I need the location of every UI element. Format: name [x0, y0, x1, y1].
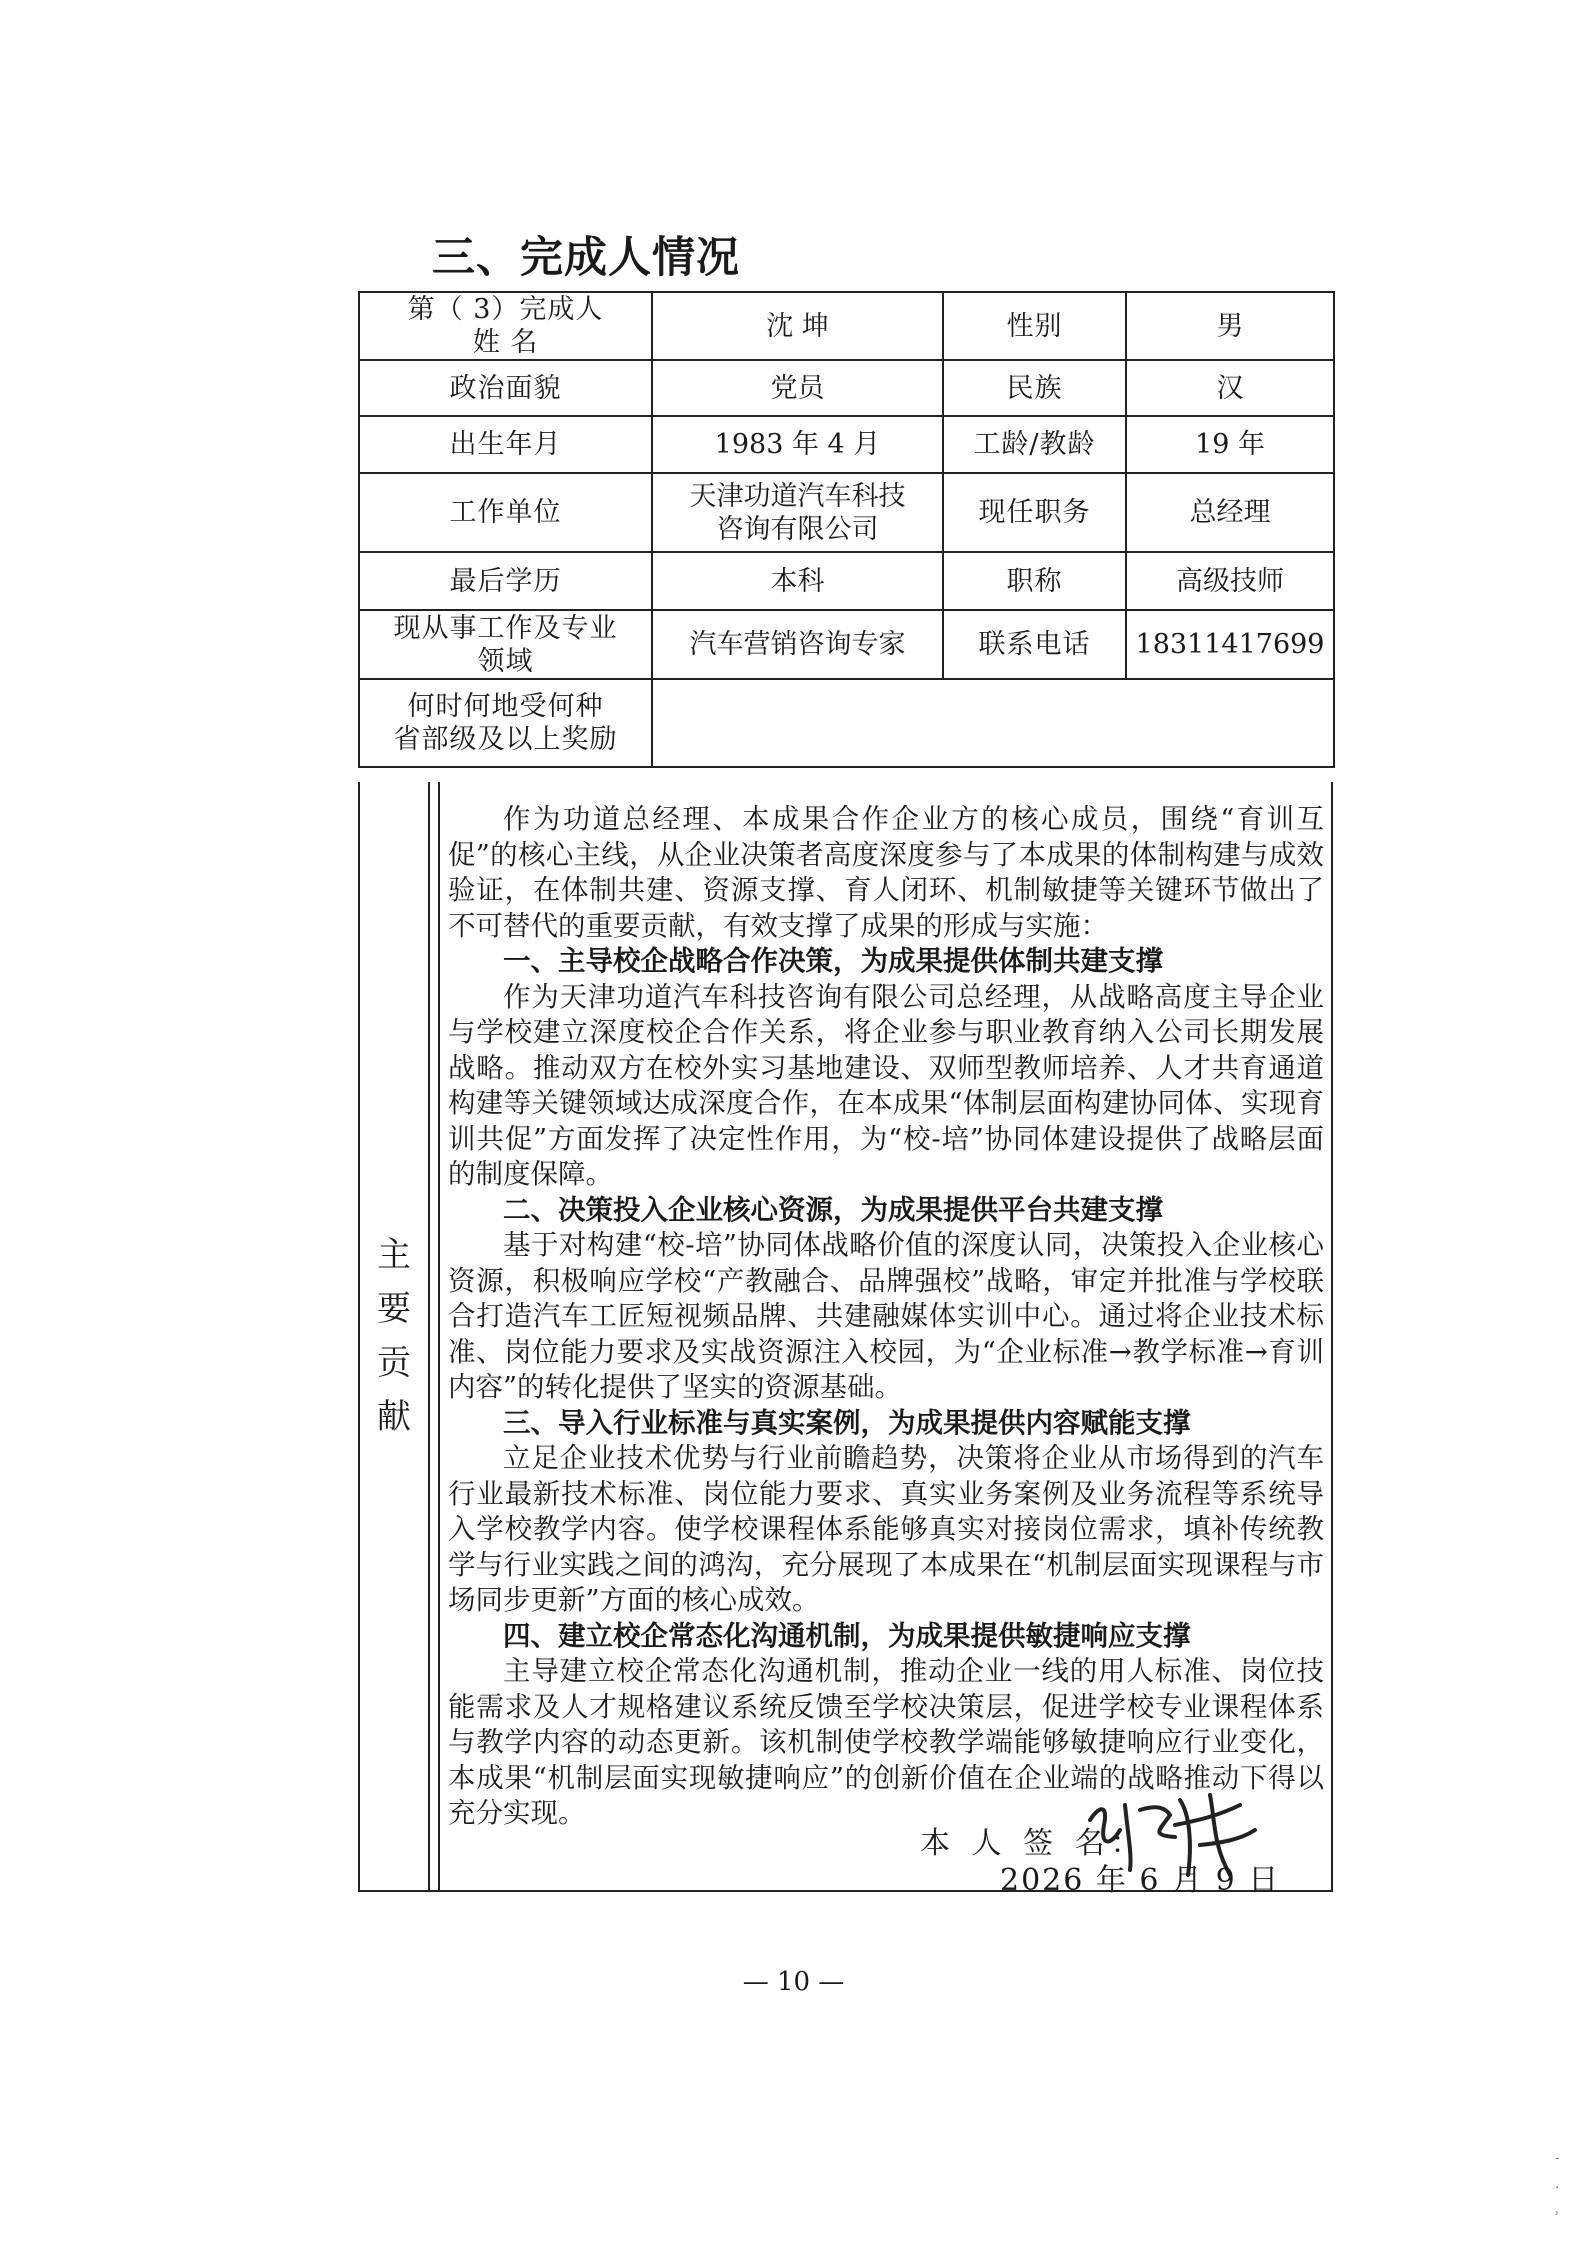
- contribution-paragraph: 立足企业技术优势与行业前瞻趋势，决策将企业从市场得到的汽车行业最新技术标准、岗位能力要求、真实业务案例及业务流程等系统导入学校教学内容。使学校课程体系能够真实对接岗位需求，填补传统教学与行业实践之间的鸿沟，充分展现了本成果在“机制层面实现课程与市场同步更新”方面的核心成效。: [448, 1442, 1324, 1616]
- contribution-section: [358, 782, 1333, 1892]
- field-value: 男: [1126, 292, 1334, 360]
- field-label: 职称: [943, 552, 1126, 610]
- field-label: 民族: [943, 360, 1126, 416]
- edge-mark: ·: [1555, 2180, 1560, 2196]
- field-value: 19 年: [1126, 416, 1334, 473]
- field-value: 党员: [652, 360, 943, 416]
- contribution-paragraph: 作为天津功道汽车科技咨询有限公司总经理，从战略高度主导企业与学校建立深度校企合作关系，将企业参与职业教育纳入公司长期发展战略。推动双方在校外实习基地建设、双师型教师培养、人才共育通道构建等关键领域达成深度合作，在本成果“体制层面构建协同体、实现育训共促”方面发挥了决定性作用，为“校-培”协同体建设提供了战略层面的制度保障。: [448, 980, 1324, 1190]
- field-label: 最后学历: [359, 552, 652, 610]
- edge-mark: ʾ: [1555, 2210, 1560, 2226]
- table-row: [359, 360, 1334, 416]
- field-value: 本科: [652, 552, 943, 610]
- contribution-inner-border: [438, 782, 445, 1890]
- contribution-paragraph: 基于对构建“校-培”协同体战略价值的深度认同，决策投入企业核心资源，积极响应学校“产教融合、品牌强校”战略，审定并批准与学校联合打造汽车工匠短视频品牌、共建融媒体实训中心。通过将企业技术标准、岗位能力要求及实战资源注入校园，为“企业标准→教学标准→育训内容”的转化提供了坚实的资源基础。: [448, 1229, 1324, 1403]
- awards-value: [652, 679, 1334, 767]
- contribution-heading: 四、建立校企常态化沟通机制，为成果提供敏捷响应支撑: [503, 1619, 1191, 1652]
- field-value: 汽车营销咨询专家: [652, 610, 943, 679]
- table-row: [359, 473, 1334, 552]
- contribution-heading: 一、主导校企战略合作决策，为成果提供体制共建支撑: [503, 945, 1163, 977]
- awards-label: 何时何地受何种 省部级及以上奖励: [359, 679, 652, 767]
- field-value: 高级技师: [1126, 552, 1334, 610]
- contribution-label-char: 要: [377, 1289, 411, 1329]
- table-row: [359, 292, 1334, 360]
- field-value: 沈 坤: [652, 292, 943, 360]
- contribution-paragraph: 作为功道总经理、本成果合作企业方的核心成员，围绕“育训互促”的核心主线，从企业决策者高度深度参与了本成果的体制构建与成效验证，在体制共建、资源支撑、育人闭环、机制敏捷等关键环节做出了不可替代的重要贡献，有效支撑了成果的形成与实施：: [448, 803, 1324, 942]
- table-row: [359, 552, 1334, 610]
- table-row: [359, 610, 1334, 679]
- field-label: 政治面貌: [359, 360, 652, 416]
- field-label: 联系电话: [943, 610, 1126, 679]
- section-title: 三、完成人情况: [432, 233, 740, 283]
- contribution-text: [448, 802, 1324, 1832]
- field-label: 出生年月: [359, 416, 652, 473]
- contribution-label-char: 主: [377, 1235, 411, 1275]
- field-label: 工作单位: [359, 473, 652, 552]
- field-label: 工龄/教龄: [943, 416, 1126, 473]
- contribution-label: [360, 782, 430, 1890]
- page-number: — 10 —: [742, 1967, 845, 1997]
- table-row: [359, 416, 1334, 473]
- contribution-heading: 二、决策投入企业核心资源，为成果提供平台共建支撑: [503, 1193, 1163, 1226]
- field-label: 性别: [943, 292, 1126, 360]
- field-value: 18311417699: [1126, 610, 1334, 679]
- contribution-paragraph: 主导建立校企常态化沟通机制，推动企业一线的用人标准、岗位技能需求及人才规格建议系统反馈至学校决策层，促进学校专业课程体系与教学内容的动态更新。该机制使学校教学端能够敏捷响应行业变化，本成果“机制层面实现敏捷响应”的创新价值在企业端的战略推动下得以充分实现。: [448, 1655, 1324, 1829]
- edge-mark: ‐: [1555, 2150, 1560, 2166]
- contribution-heading: 三、导入行业标准与真实案例，为成果提供内容赋能支撑: [503, 1406, 1191, 1439]
- contribution-label-char: 献: [377, 1397, 411, 1437]
- field-label: 第（ 3）完成人 姓 名: [359, 292, 652, 360]
- field-value: 1983 年 4 月: [652, 416, 943, 473]
- field-label: 现从事工作及专业 领域: [359, 610, 652, 679]
- field-value: 总经理: [1126, 473, 1334, 552]
- field-value: 汉: [1126, 360, 1334, 416]
- table-row-awards: [359, 679, 1334, 767]
- signature-date: 2026 年 6 月 9 日: [1000, 1863, 1281, 1898]
- field-value: 天津功道汽车科技 咨询有限公司: [652, 473, 943, 552]
- signature-label: 本 人 签 名：: [920, 1826, 1147, 1861]
- info-table: [358, 291, 1335, 768]
- field-label: 现任职务: [943, 473, 1126, 552]
- contribution-label-char: 贡: [377, 1343, 411, 1383]
